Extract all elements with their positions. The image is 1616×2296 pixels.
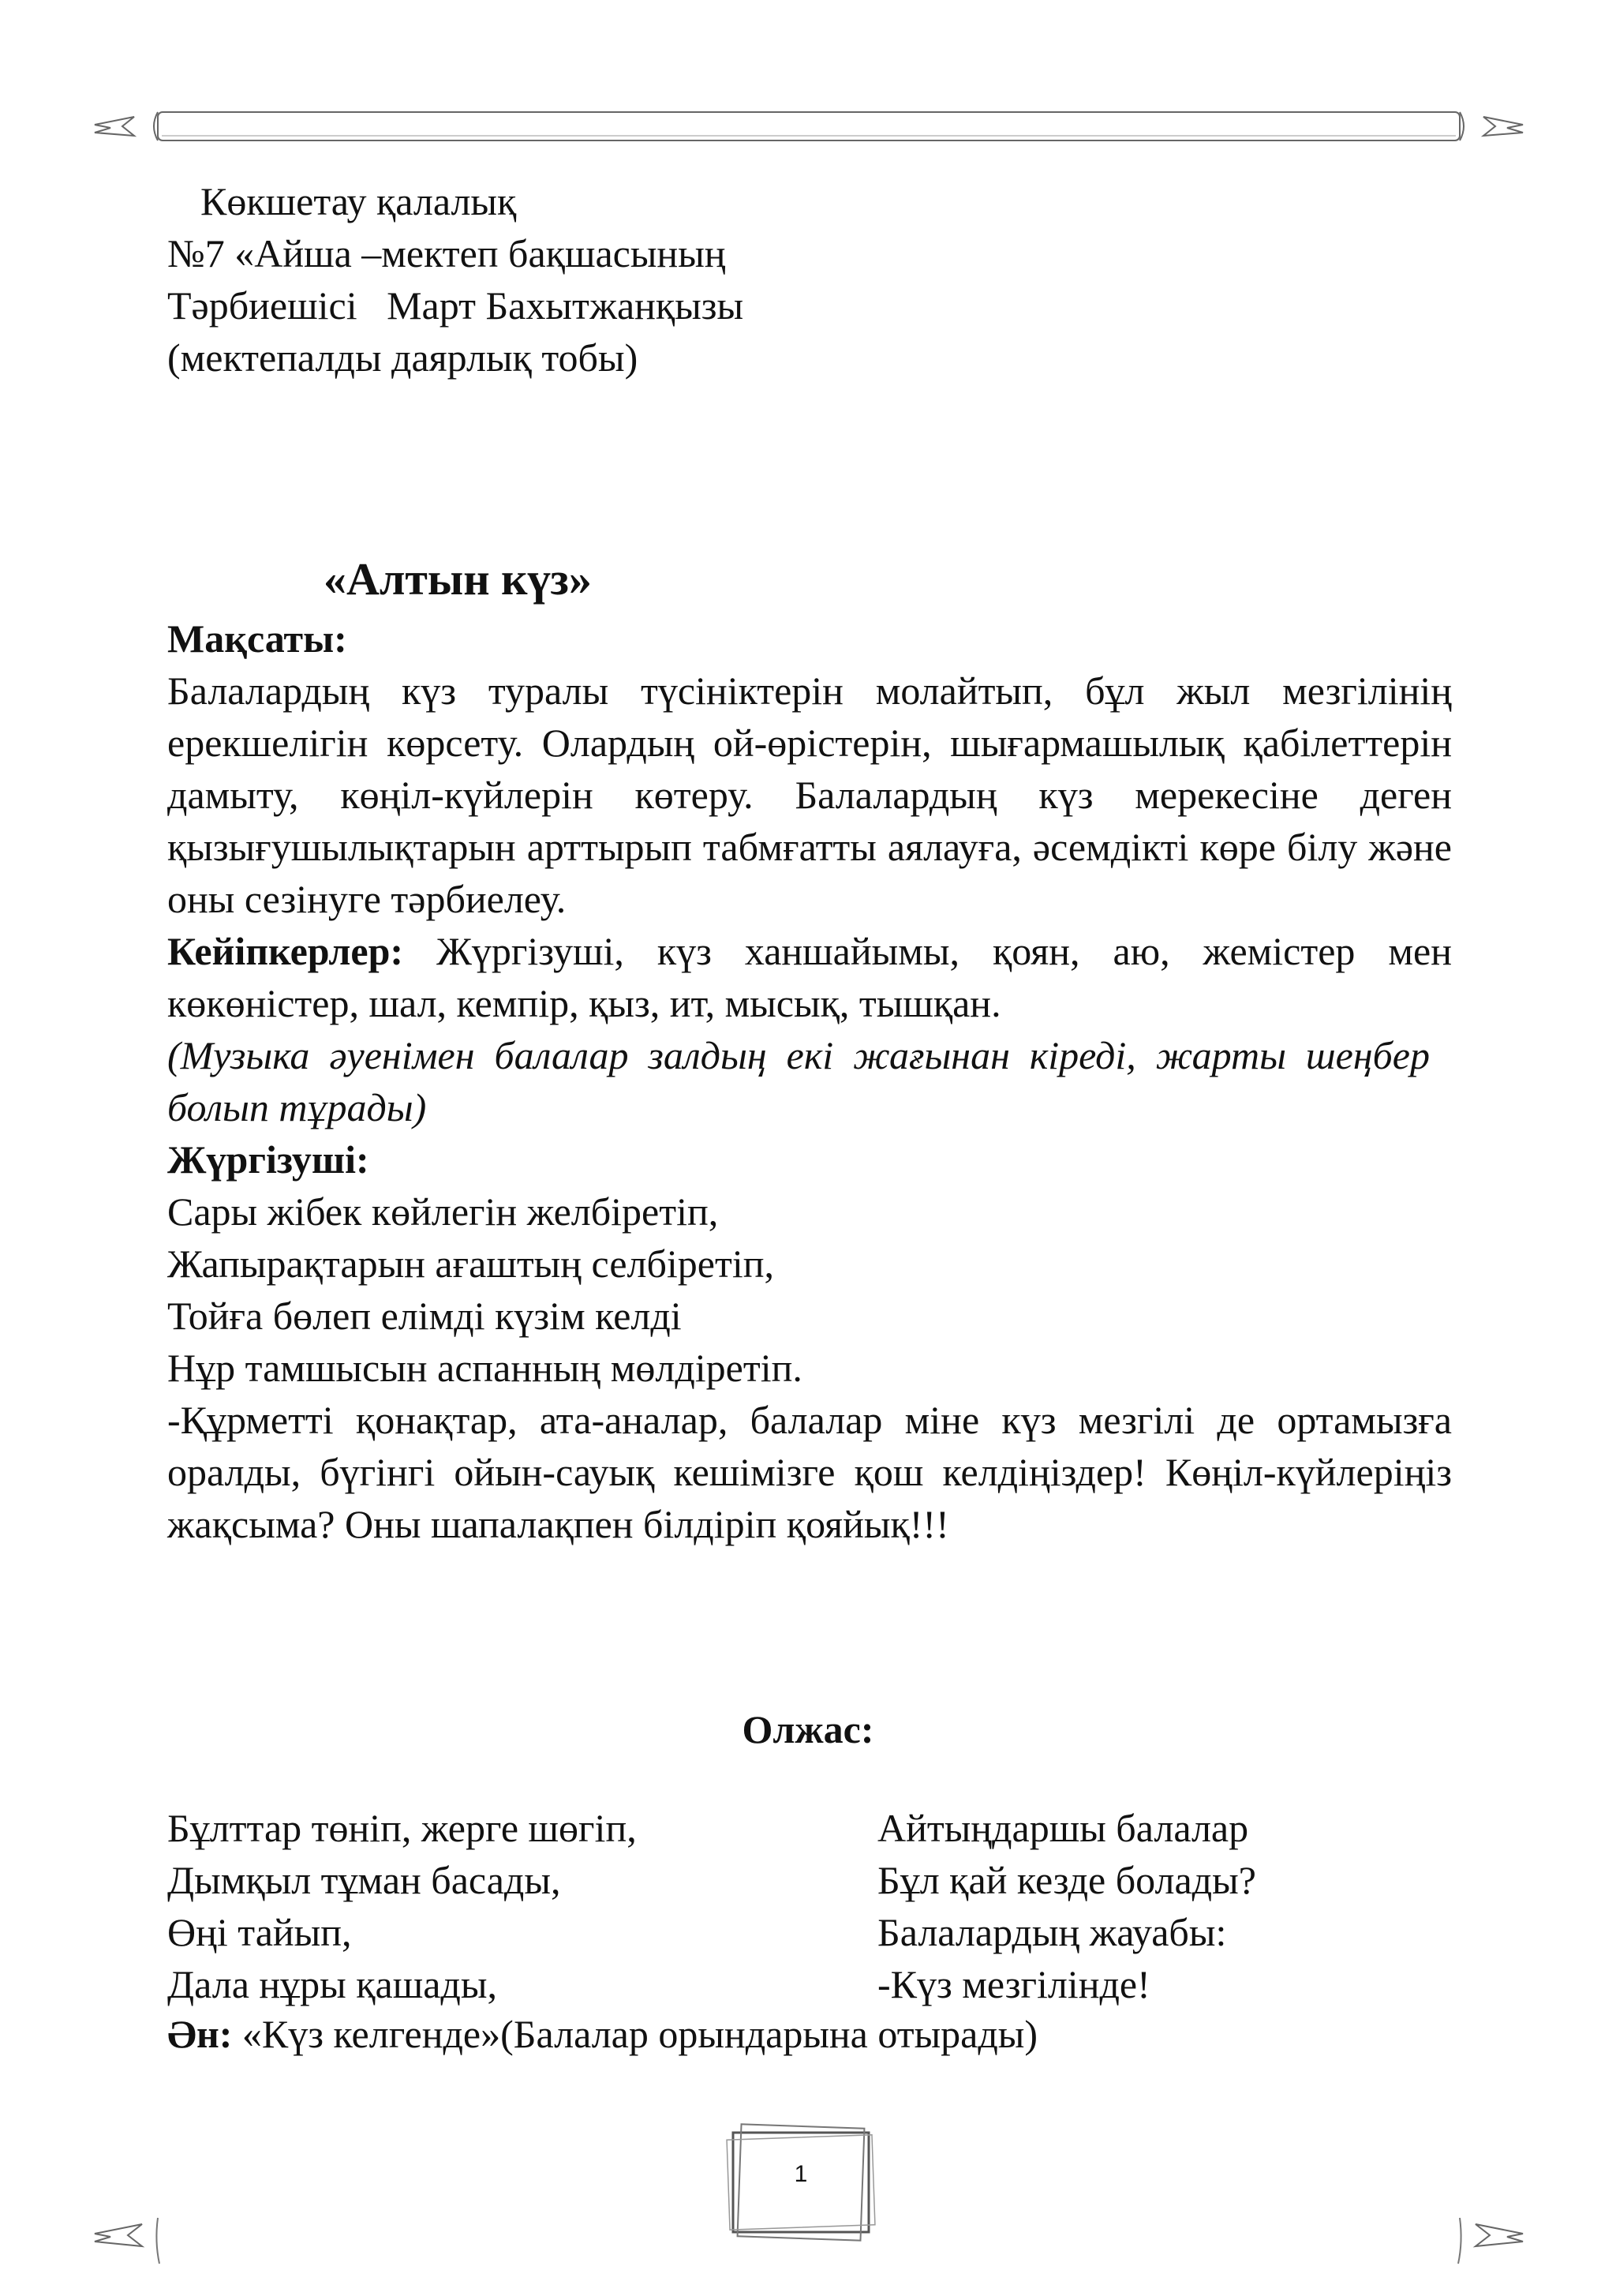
goal-text: Балалардың күз туралы түсініктерін молайтып, бұл жыл мезгілінің ерекшелігін көрсету. Олардың ой-өрістерін, шығармашылық қабілеттерін дамыту, көңіл-күйлерін көтеру. Балалардың күз мерекесіне деген қызығушылықтарын арттырып табмғатты аялауға, әсемдікті көре білу және оны сезінуге тәрбиелеу.	[167, 669, 1452, 921]
header-info	[167, 175, 743, 384]
host-speech: -Құрметті қонақтар, ата-аналар, балалар міне күз мезгілі де ортамызға оралды, бүгінгі ойын-сауық кешімізге қош келдіңіздер! Көңіл-күйлеріңіз жақсыма? Оны шапалақпен білдіріп қояйық!!!	[167, 1398, 1452, 1546]
olzhas-left-line-1: Бұлттар төніп, жерге шөгіп,	[167, 1806, 637, 1850]
page-number: 1	[794, 2161, 808, 2187]
host-poem-line-1: Сары жібек көйлегін желбіретіп,	[167, 1189, 719, 1234]
song-text: «Күз келгенде»(Балалар орындарына отырады)	[232, 2012, 1038, 2056]
bottom-left-ornament	[87, 2210, 181, 2265]
characters-text: Жүргізуші, күз ханшайымы, қоян, аю, жемістер мен көкөністер, шал, кемпір, қыз, ит, мысық, тышқан.	[167, 929, 1452, 1025]
header-line-teacher: Тәрбиешісі Март Бахытжанқызы	[167, 283, 744, 328]
header-line-group: (мектепалды даярлық тобы)	[167, 335, 638, 380]
host-poem-line-4: Нұр тамшысын аспанның мөлдіретіп.	[167, 1346, 802, 1390]
header-line-school: №7 «Айша –мектеп бақшасының	[167, 231, 726, 275]
header-line-city: Көкшетау қалалық	[200, 179, 517, 223]
olzhas-label: Олжас:	[742, 1707, 874, 1751]
stage-direction: (Музыка әуенімен балалар залдың екі жағынан кіреді, жарты шеңбер болып тұрады)	[167, 1033, 1430, 1129]
bottom-right-ornament	[1436, 2210, 1531, 2265]
song-line	[167, 2008, 1038, 2060]
host-poem-line-2: Жапырақтарын ағаштың селбіретіп,	[167, 1242, 774, 1286]
olzhas-right-line-2: Бұл қай кезде болады?	[877, 1858, 1256, 1902]
song-label: Ән:	[167, 2012, 233, 2056]
olzhas-left-line-4: Дала нұры қашады,	[167, 1962, 497, 2006]
characters-label: Кейіпкерлер:	[167, 929, 404, 973]
characters-paragraph	[167, 925, 1452, 1029]
olzhas-left-line-3: Өңі тайып,	[167, 1910, 352, 1954]
olzhas-left-line-2: Дымқыл тұман басады,	[167, 1858, 561, 1902]
olzhas-right-column	[877, 1802, 1256, 2010]
host-label: Жүргізуші:	[167, 1137, 369, 1182]
olzhas-right-line-1: Айтыңдаршы балалар	[877, 1806, 1249, 1850]
olzhas-right-line-3: Балалардың жауабы:	[877, 1910, 1227, 1954]
olzhas-left-column	[167, 1802, 637, 2010]
olzhas-right-line-4: -Күз мезгілінде!	[877, 1962, 1150, 2006]
main-text	[167, 612, 1452, 1550]
page-title: «Алтын күз»	[324, 553, 592, 605]
goal-label: Мақсаты:	[167, 616, 347, 661]
host-poem-line-3: Тойға бөлеп елімді күзім келді	[167, 1294, 682, 1338]
top-scroll-border	[87, 101, 1531, 152]
